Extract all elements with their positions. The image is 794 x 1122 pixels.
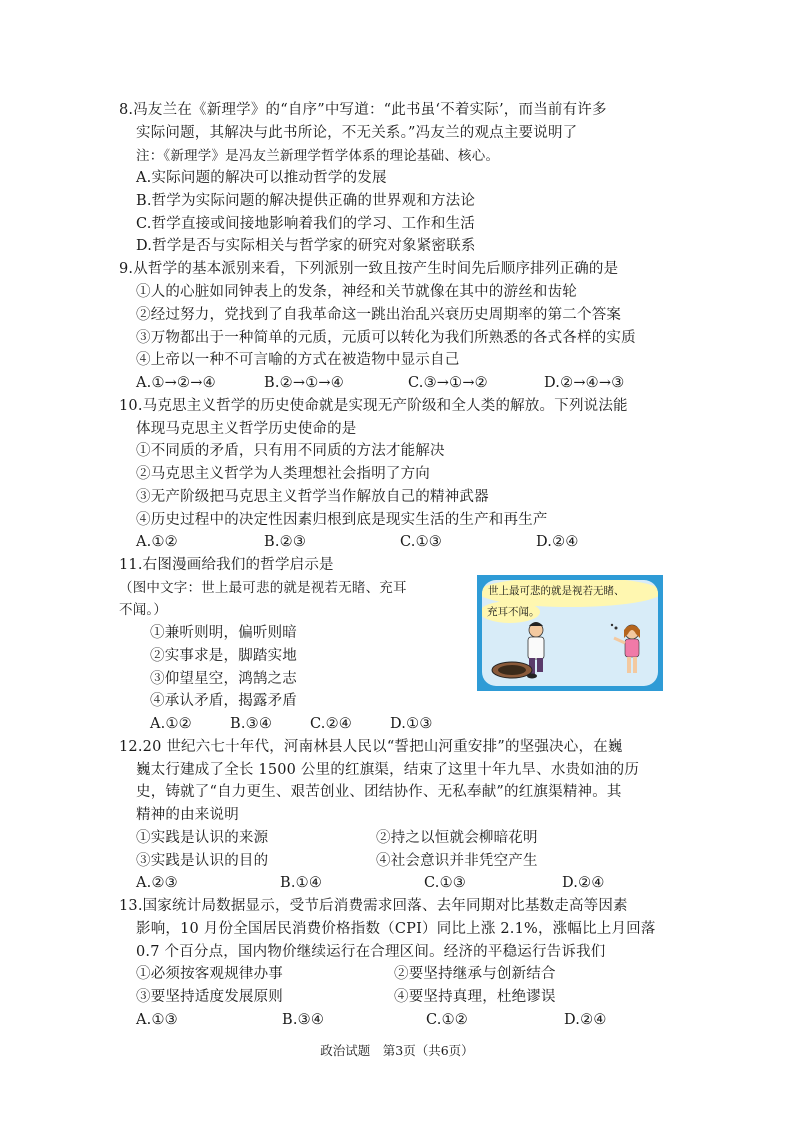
motion-dot-2 xyxy=(611,624,613,626)
q10-options xyxy=(136,532,579,552)
q9-statement-3: ③万物都出于一种简单的元质，元质可以转化为我们所熟悉的各式各样的实质 xyxy=(136,330,636,346)
man-shirt xyxy=(528,637,544,659)
q12-statements-row1 xyxy=(136,828,538,848)
q12-options xyxy=(136,873,605,893)
man-leg-right xyxy=(537,658,543,672)
q9-option-b: B.②→①→④ xyxy=(264,375,344,391)
q9-options xyxy=(136,373,624,393)
q10-statement-3: ③无产阶级把马克思主义哲学当作解放自己的精神武器 xyxy=(136,489,489,505)
q13-statement-2: ②要坚持继承与创新结合 xyxy=(394,966,556,982)
q8-option-a: A.实际问题的解决可以推动哲学的发展 xyxy=(136,170,387,186)
q8-stem-line2: 实际问题，其解决与此书所论，不无关系。”冯友兰的观点主要说明了 xyxy=(136,125,578,141)
q11-note-line2: 不闻。） xyxy=(119,602,168,618)
q13-stem-line1: 13.国家统计局数据显示，受节后消费需求回落、去年同期对比基数走高等因素 xyxy=(119,898,628,914)
q12-statements-row2 xyxy=(136,851,538,871)
q13-option-d: D.②④ xyxy=(564,1012,607,1028)
q12-stem-line4: 精神的由来说明 xyxy=(136,807,239,823)
cartoon-image xyxy=(477,575,663,691)
q12-option-d: D.②④ xyxy=(562,875,605,891)
q13-options xyxy=(136,1010,607,1030)
q13-stem-line2: 影响，10 月份全国居民消费价格指数（CPI）同比上涨 2.1%，涨幅比上月回落 xyxy=(136,921,656,937)
q8-stem-line1: 8.冯友兰在《新理学》的“自序”中写道：“此书虽‘不着实际’，而当前有许多 xyxy=(119,102,607,118)
q13-option-a: A.①③ xyxy=(136,1012,178,1028)
q10-statement-1: ①不同质的矛盾，只有用不同质的方法才能解决 xyxy=(136,443,445,459)
q13-statements-row1 xyxy=(136,964,556,984)
q11-statement-3: ③仰望星空，鸿鹄之志 xyxy=(150,671,297,687)
woman-dress xyxy=(625,639,639,657)
q9-option-c: C.③→①→② xyxy=(408,375,488,391)
q8-option-c: C.哲学直接或间接地影响着我们的学习、工作和生活 xyxy=(136,216,475,232)
woman-leg-right xyxy=(633,657,637,673)
q11-option-c: C.②④ xyxy=(310,716,352,732)
q12-option-b: B.①④ xyxy=(280,875,323,891)
q11-options xyxy=(150,714,433,734)
cartoon-caption-line2: 充耳不闻。 xyxy=(487,606,540,618)
q10-option-a: A.①② xyxy=(136,534,178,550)
cartoon-caption-line1: 世上最可悲的就是视若无睹、 xyxy=(488,585,625,597)
q11-statement-1: ①兼听则明，偏听则暗 xyxy=(150,625,297,641)
q11-statement-4: ④承认矛盾，揭露矛盾 xyxy=(150,693,297,709)
q11-statement-2: ②实事求是，脚踏实地 xyxy=(150,648,297,664)
q9-statement-4: ④上帝以一种不可言喻的方式在被造物中显示自己 xyxy=(136,352,460,368)
q11-option-d: D.①③ xyxy=(390,716,433,732)
manhole-hole xyxy=(498,665,526,675)
q10-statement-4: ④历史过程中的决定性因素归根到底是现实生活的生产和再生产 xyxy=(136,512,548,528)
q10-option-c: C.①③ xyxy=(400,534,442,550)
q12-option-c: C.①③ xyxy=(424,875,466,891)
page-footer: 政治试题 第3页（共6页） xyxy=(320,1043,474,1058)
q13-option-b: B.③④ xyxy=(282,1012,325,1028)
cartoon-panel xyxy=(482,580,658,686)
q11-option-a: A.①② xyxy=(150,716,192,732)
q9-stem: 9.从哲学的基本派别来看，下列派别一致且按产生时间先后顺序排列正确的是 xyxy=(119,261,619,277)
q10-stem-line1: 10.马克思主义哲学的历史使命就是实现无产阶级和全人类的解放。下列说法能 xyxy=(119,398,628,414)
q9-option-a: A.①→②→④ xyxy=(136,375,216,391)
q11-option-b: B.③④ xyxy=(230,716,273,732)
q13-option-c: C.①② xyxy=(426,1012,468,1028)
q10-statement-2: ②马克思主义哲学为人类理想社会指明了方向 xyxy=(136,466,430,482)
q12-stem-line3: 史，铸就了“自力更生、艰苦创业、团结协作、无私奉献”的红旗渠精神。其 xyxy=(136,784,622,800)
q12-statement-4: ④社会意识并非凭空产生 xyxy=(376,853,538,869)
q8-option-b: B.哲学为实际问题的解决提供正确的世界观和方法论 xyxy=(136,193,476,209)
q11-note-line1: （图中文字：世上最可悲的就是视若无睹、充耳 xyxy=(119,580,407,596)
q12-option-a: A.②③ xyxy=(136,875,178,891)
q8-note: 注：《新理学》是冯友兰新理学哲学体系的理论基础、核心。 xyxy=(136,148,500,164)
q12-statement-3: ③实践是认识的目的 xyxy=(136,853,269,869)
q10-option-b: B.②③ xyxy=(264,534,307,550)
q9-statement-1: ①人的心脏如同钟表上的发条，神经和关节就像在其中的游丝和齿轮 xyxy=(136,284,577,300)
q13-stem-line3: 0.7 个百分点，国内物价继续运行在合理区间。经济的平稳运行告诉我们 xyxy=(136,944,606,960)
q8-option-d: D.哲学是否与实际相关与哲学家的研究对象紧密联系 xyxy=(136,238,476,254)
motion-dot-1 xyxy=(615,627,618,630)
q12-stem-line2: 巍太行建成了全长 1500 公里的红旗渠，结束了这里十年九旱、水贵如油的历 xyxy=(136,762,640,778)
woman-leg-left xyxy=(627,657,631,673)
woman-arm xyxy=(614,638,625,643)
q10-stem-line2: 体现马克思主义哲学历史使命的是 xyxy=(136,421,357,437)
q11-stem: 11.右图漫画给我们的哲学启示是 xyxy=(119,557,334,573)
q13-statement-4: ④要坚持真理，杜绝谬误 xyxy=(394,989,556,1005)
q12-statement-2: ②持之以恒就会柳暗花明 xyxy=(376,830,538,846)
q10-option-d: D.②④ xyxy=(536,534,579,550)
q13-statements-row2 xyxy=(136,987,556,1007)
q9-statement-2: ②经过努力，党找到了自我革命这一跳出治乱兴衰历史周期率的第二个答案 xyxy=(136,307,622,323)
q13-statement-3: ③要坚持适度发展原则 xyxy=(136,989,283,1005)
q9-option-d: D.②→④→③ xyxy=(544,375,625,391)
q12-statement-1: ①实践是认识的来源 xyxy=(136,830,269,846)
q12-stem-line1: 12.20 世纪六七十年代，河南林县人民以“誓把山河重安排”的坚强决心，在巍 xyxy=(119,739,623,755)
man-hair xyxy=(529,622,543,626)
q13-statement-1: ①必须按客观规律办事 xyxy=(136,966,283,982)
